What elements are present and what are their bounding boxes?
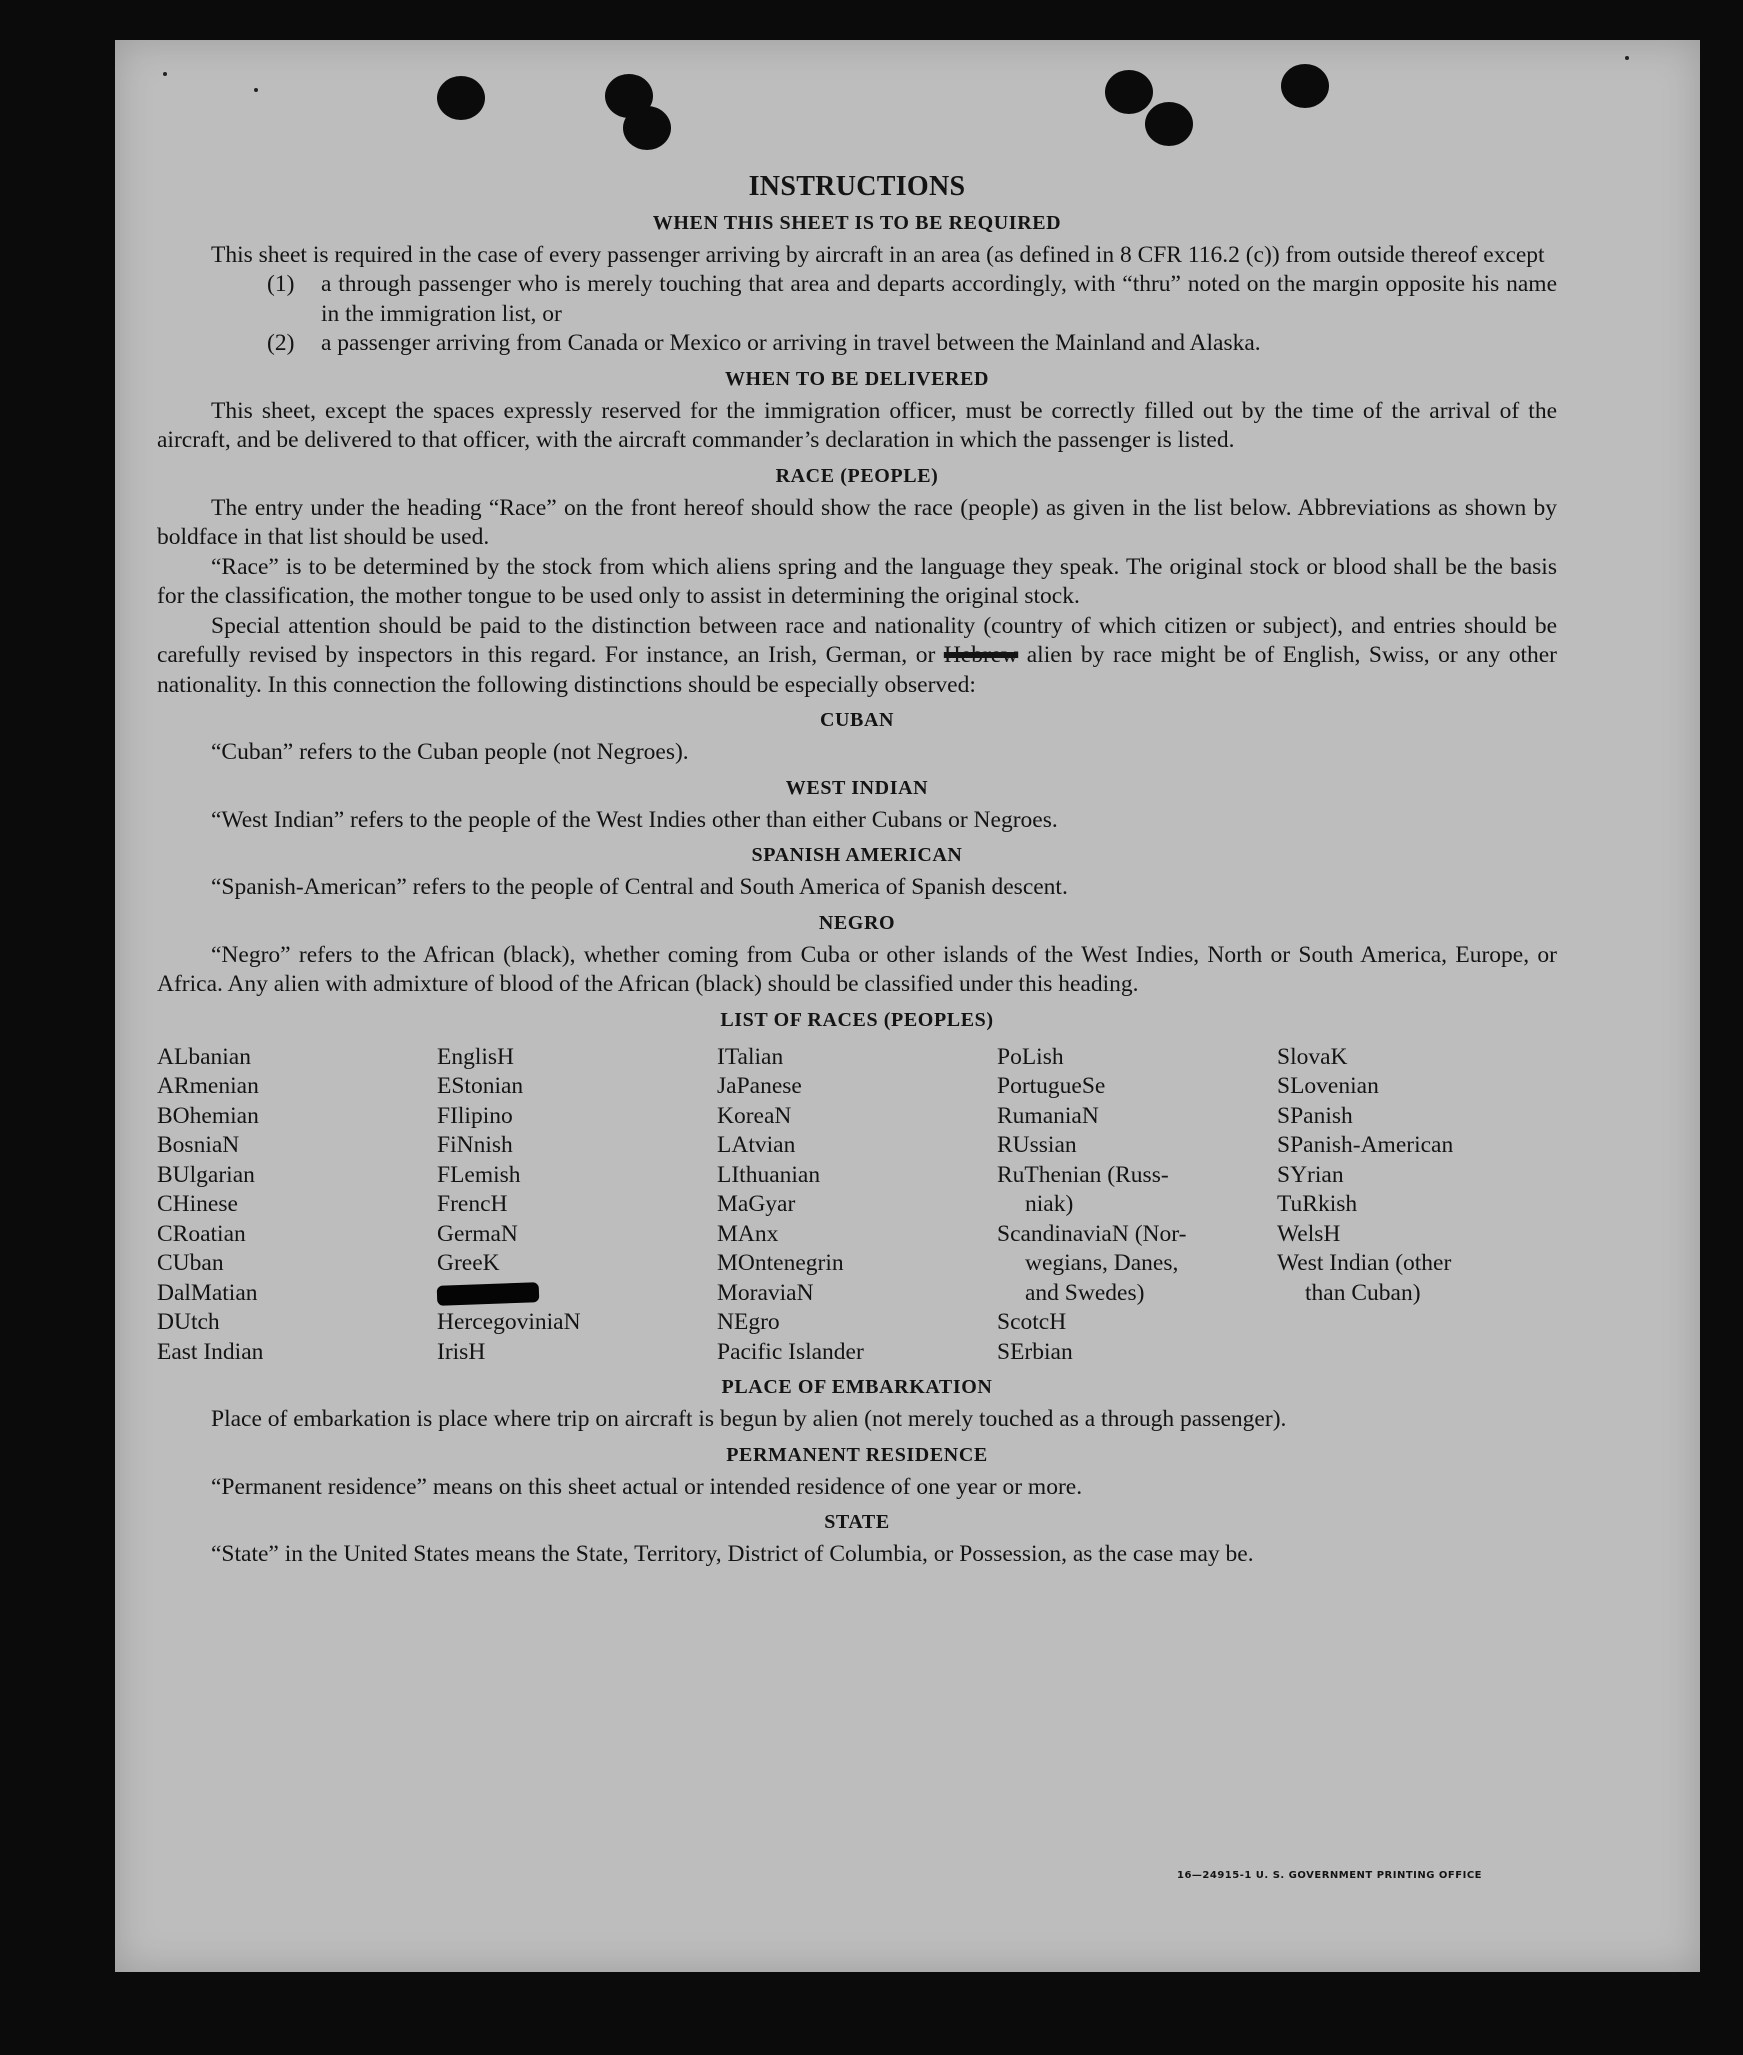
race-entry: LIthuanian	[717, 1161, 821, 1188]
race-entry: CRoatian	[157, 1220, 246, 1247]
race-entry: ALbanian	[157, 1043, 251, 1070]
race-entry: MoraviaN	[717, 1279, 814, 1306]
races-list	[157, 1043, 1557, 1368]
struck-word: Hebrew	[943, 642, 1019, 668]
redaction-mark	[437, 1282, 540, 1306]
races-column-5	[1277, 1043, 1557, 1368]
race-paragraph-2: “Race” is to be determined by the stock from which aliens spring and the language they speak. The original stock or blood shall be the basis for the classification, the mother tongue to be used only to assist in determining the original stock.	[157, 553, 1557, 609]
race-entry: MOntenegrin	[717, 1250, 844, 1276]
heading-west-indian: WEST INDIAN	[785, 776, 929, 799]
heading-spanish-american: SPANISH AMERICAN	[751, 844, 963, 866]
race-entry: IrisH	[437, 1338, 486, 1365]
item-number: (1)	[267, 271, 295, 297]
race-entry: TuRkish	[1277, 1191, 1358, 1217]
race-p3-before: Special attention should be paid to the distinction between race and nationality (country of which citizen or subject), and entries should be carefully revised by inspectors in this regard. For instance, an Irish, German, or	[157, 612, 1557, 668]
when-required-intro: This sheet is required in the case of every passenger arriving by aircraft in an area (as defined in 8 CFR 116.2 (c)) from outside thereof except	[211, 241, 1545, 268]
residence-text: “Permanent residence” means on this sheet actual or intended residence of one year or more.	[211, 1473, 1083, 1500]
race-entry-continued: wegians, Danes,	[1025, 1250, 1179, 1276]
race-entry: SErbian	[997, 1338, 1073, 1365]
race-entry: East Indian	[157, 1338, 264, 1365]
race-entry: Pacific Islander	[717, 1338, 864, 1365]
race-entry: FLemish	[437, 1161, 521, 1188]
race-entry: ARmenian	[157, 1073, 259, 1099]
item-number: (2)	[267, 330, 295, 356]
race-entry: BOhemian	[157, 1102, 259, 1129]
race-entry: RuThenian (Russ-	[997, 1161, 1169, 1188]
races-column-4	[997, 1043, 1277, 1368]
race-entry: KoreaN	[717, 1102, 792, 1129]
race-entry: PoLish	[997, 1043, 1064, 1070]
embarkation-text: Place of embarkation is place where trip on aircraft is begun by alien (not merely touched as a through passenger).	[211, 1406, 1287, 1432]
race-entry: FiNnish	[437, 1132, 513, 1158]
race-entry: WelsH	[1277, 1220, 1341, 1247]
heading-list-of-races: LIST OF RACES (PEOPLES)	[720, 1008, 994, 1031]
races-column-3	[717, 1043, 997, 1368]
punch-hole	[1145, 102, 1193, 146]
heading-when-delivered: WHEN TO BE DELIVERED	[724, 367, 990, 390]
speck	[254, 88, 258, 92]
race-paragraph-3	[157, 612, 1557, 701]
race-entry: GermaN	[437, 1220, 518, 1247]
page-title: INSTRUCTIONS	[748, 171, 966, 202]
race-entry: MaGyar	[717, 1191, 796, 1217]
race-entry: CUban	[157, 1250, 224, 1276]
punch-hole	[1281, 64, 1329, 108]
race-paragraph-1: The entry under the heading “Race” on the front hereof should show the race (people) as given in the list below. Abbreviations as shown by boldface in that list should be used.	[157, 494, 1557, 550]
punch-hole	[1105, 70, 1153, 114]
heading-state: STATE	[824, 1511, 890, 1533]
race-entry: JaPanese	[717, 1073, 802, 1099]
printing-office-footer: 16—24915-1 U. S. GOVERNMENT PRINTING OFFICE	[1177, 1870, 1482, 1881]
race-entry: SPanish	[1277, 1102, 1353, 1129]
race-entry: RUssian	[997, 1132, 1077, 1158]
race-entry: HercegoviniaN	[437, 1309, 581, 1335]
heading-when-required: WHEN THIS SHEET IS TO BE REQUIRED	[652, 211, 1062, 234]
west-indian-text: “West Indian” refers to the people of the West Indies other than either Cubans or Negroes.	[211, 806, 1058, 833]
cuban-text: “Cuban” refers to the Cuban people (not Negroes).	[211, 739, 689, 765]
race-entry: MAnx	[717, 1220, 779, 1247]
list-item	[267, 270, 1557, 329]
heading-negro: NEGRO	[818, 911, 896, 934]
punch-hole	[623, 106, 671, 150]
races-column-1	[157, 1043, 437, 1368]
race-entry: SlovaK	[1277, 1043, 1348, 1070]
race-entry: DalMatian	[157, 1279, 258, 1306]
instructions-body	[157, 160, 1557, 1570]
negro-text: “Negro” refers to the African (black), whether coming from Cuba or other islands of the West Indies, North or South America, Europe, or Africa. Any alien with admixture of blood of the African (black) should be classified under this heading.	[157, 941, 1557, 997]
list-item	[267, 329, 1557, 359]
race-entry: FrencH	[437, 1191, 508, 1217]
race-entry: BosniaN	[157, 1132, 240, 1158]
race-entry-continued: and Swedes)	[1025, 1279, 1145, 1306]
race-entry: LAtvian	[717, 1132, 796, 1158]
when-delivered-text: This sheet, except the spaces expressly reserved for the immigration officer, must be correctly filled out by the time of the arrival of the aircraft, and be delivered to that officer, with the aircraft commander’s declaration in which the passenger is listed.	[157, 397, 1557, 453]
spanish-american-text: “Spanish-American” refers to the people of Central and South America of Spanish descent.	[211, 874, 1068, 900]
heading-embarkation: PLACE OF EMBARKATION	[721, 1376, 993, 1398]
race-entry: ScandinaviaN (Nor-	[997, 1220, 1187, 1247]
item-text: a passenger arriving from Canada or Mexico or arriving in travel between the Mainland and Alaska.	[321, 330, 1261, 356]
punch-hole	[437, 76, 485, 120]
state-text: “State” in the United States means the State, Territory, District of Columbia, or Possession, as the case may be.	[211, 1541, 1254, 1567]
race-entry: ScotcH	[997, 1309, 1067, 1335]
races-column-2	[437, 1043, 717, 1368]
race-entry: BUlgarian	[157, 1161, 255, 1188]
race-entry-continued: than Cuban)	[1305, 1279, 1421, 1306]
heading-cuban: CUBAN	[819, 709, 895, 731]
race-entry: FIlipino	[437, 1102, 513, 1129]
race-entry: SLovenian	[1277, 1073, 1379, 1099]
race-entry: RumaniaN	[997, 1102, 1099, 1129]
race-entry: SPanish-American	[1277, 1132, 1454, 1158]
race-entry: EStonian	[437, 1073, 524, 1099]
speck	[1625, 56, 1629, 60]
race-entry: West Indian (other	[1277, 1250, 1452, 1276]
race-entry: NEgro	[717, 1309, 780, 1335]
race-entry: PortugueSe	[997, 1073, 1106, 1099]
speck	[163, 72, 167, 76]
race-entry: GreeK	[437, 1250, 500, 1276]
race-entry-continued: niak)	[1025, 1191, 1074, 1217]
race-entry: DUtch	[157, 1309, 220, 1335]
redacted-entry	[437, 1279, 717, 1309]
race-entry: ITalian	[717, 1043, 784, 1070]
heading-permanent-residence: PERMANENT RESIDENCE	[726, 1443, 988, 1466]
document-page	[115, 40, 1700, 1972]
race-entry: SYrian	[1277, 1161, 1344, 1188]
heading-race: RACE (PEOPLE)	[775, 464, 939, 487]
race-entry: CHinese	[157, 1191, 238, 1217]
race-entry: EnglisH	[437, 1043, 515, 1070]
race-p3-after: alien by race might be of English, Swiss, or any other nationality. In this connection the following distinctions should be especially observed:	[157, 642, 1558, 698]
item-text: a through passenger who is merely touching that area and departs accordingly, with “thru” noted on the margin opposite his name in the immigration list, or	[321, 271, 1557, 327]
